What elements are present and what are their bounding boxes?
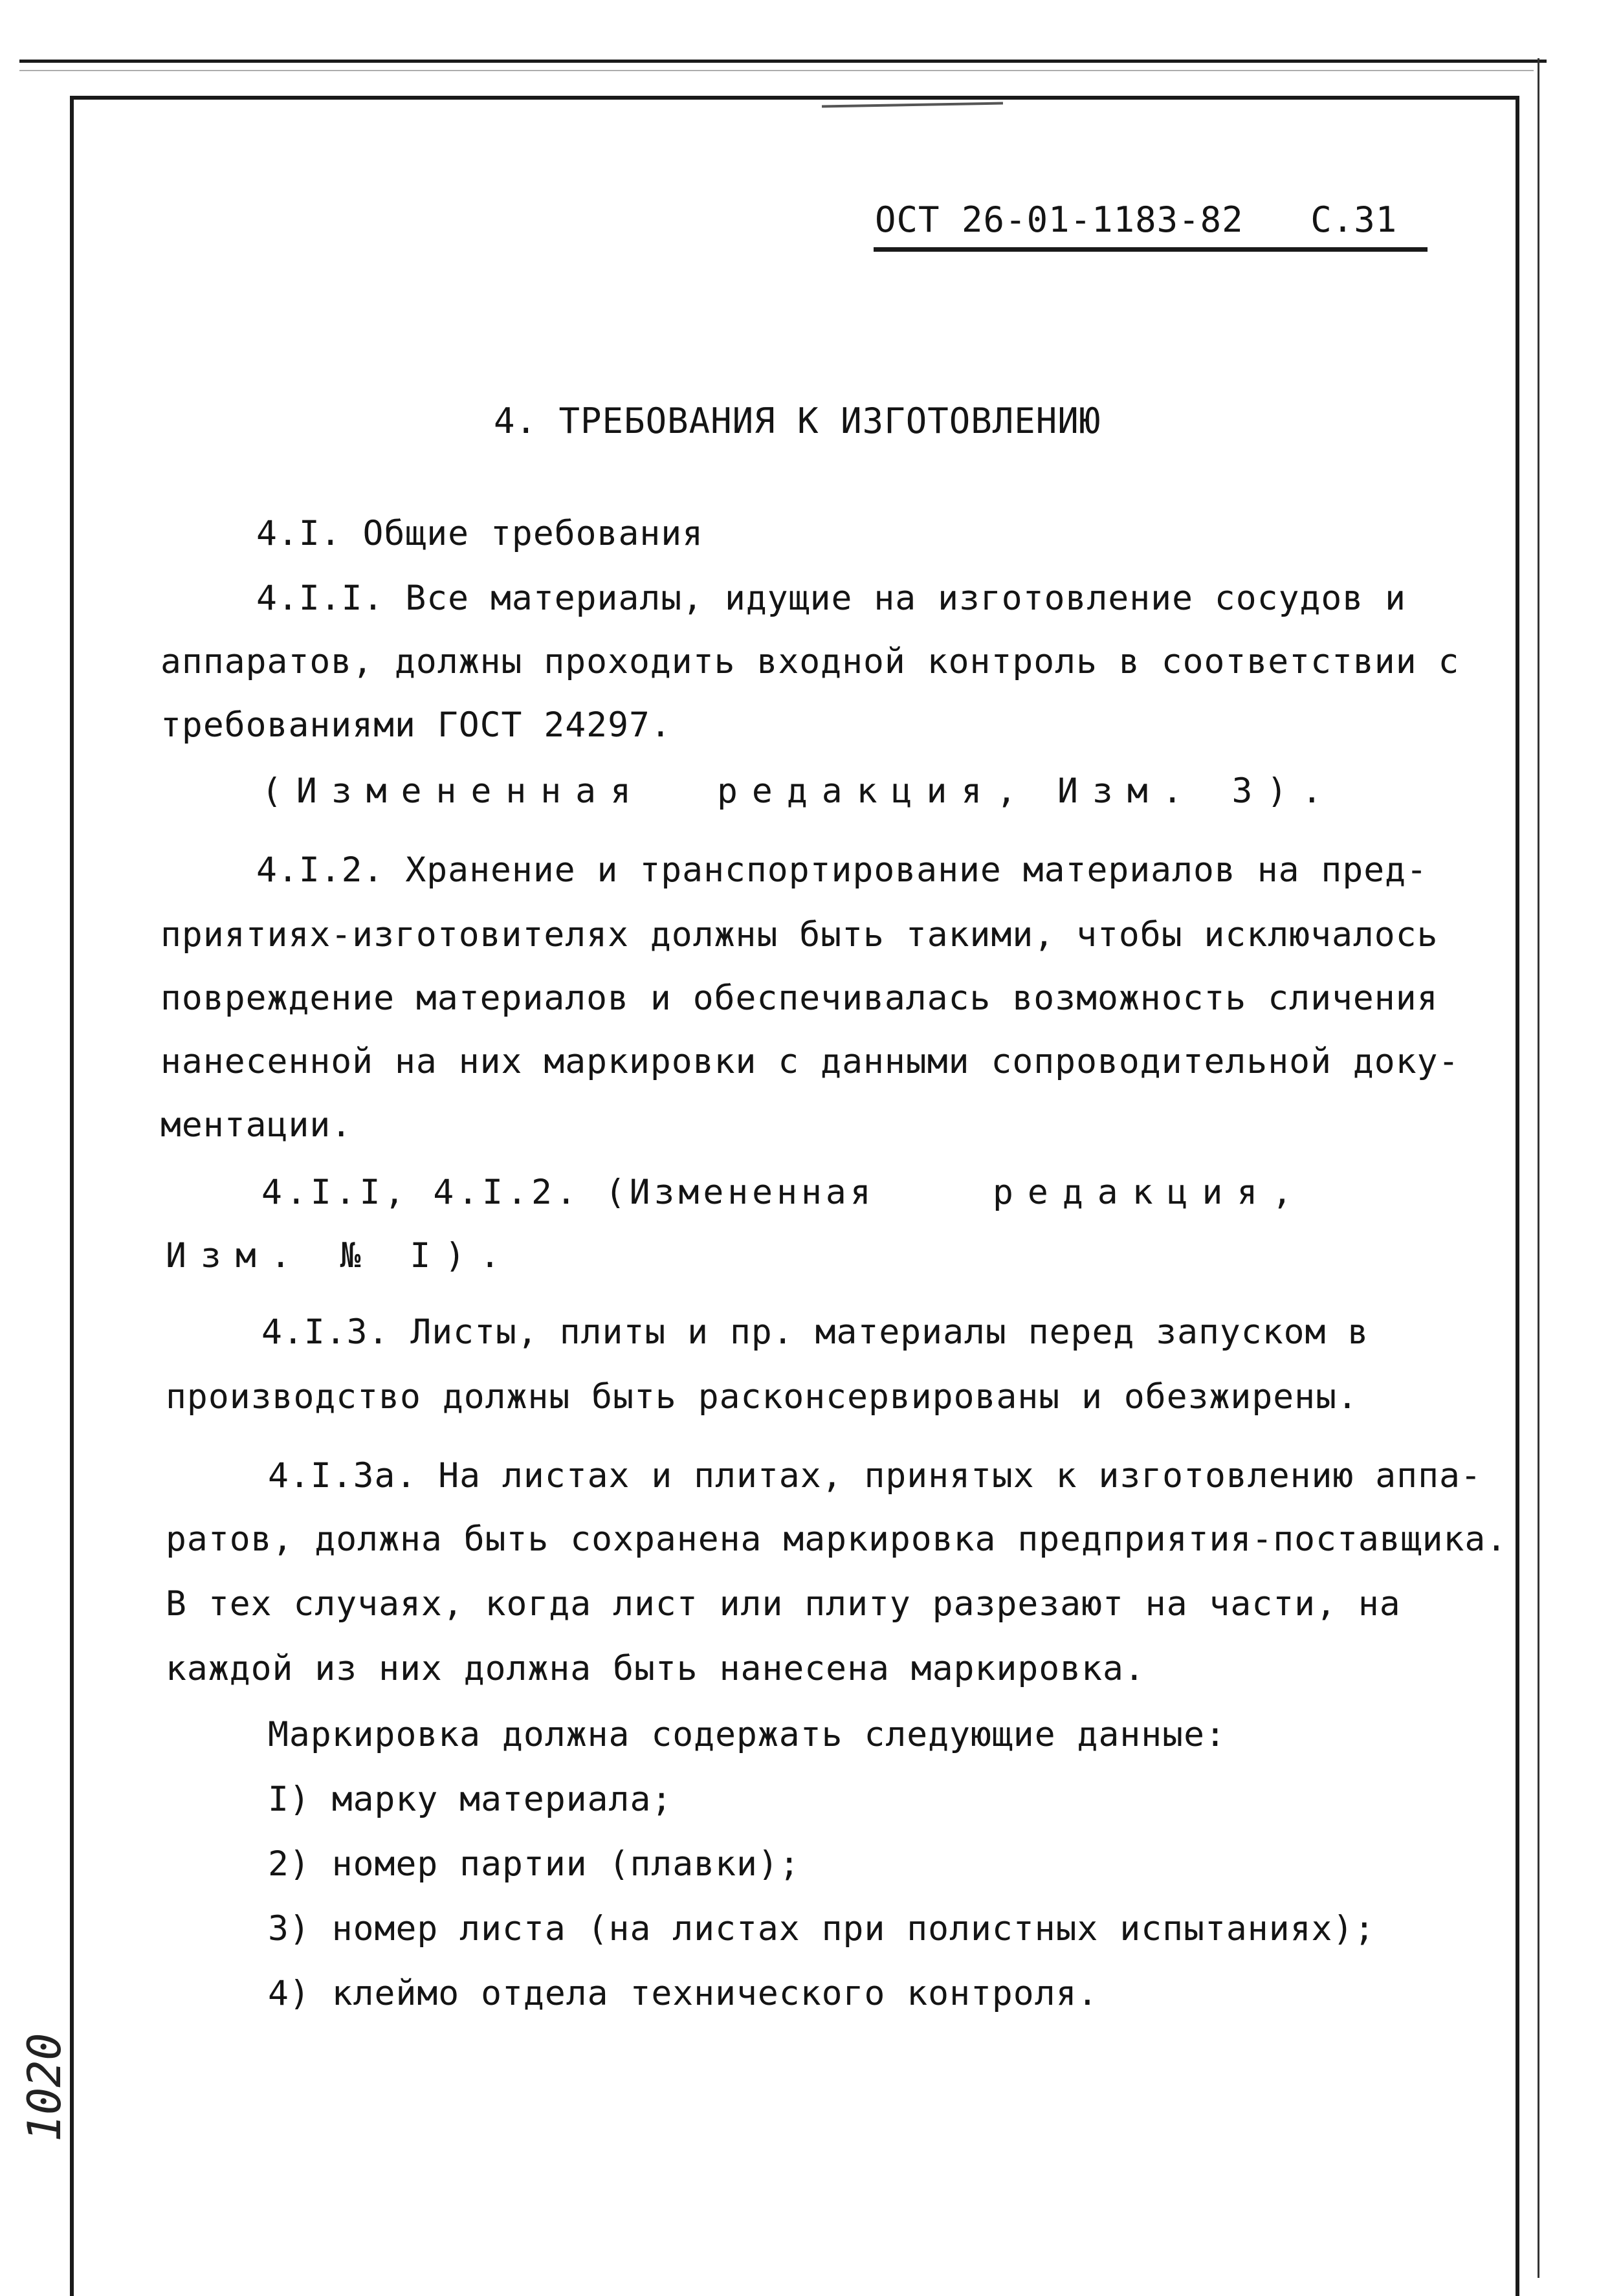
section-title: 4. ТРЕБОВАНИЯ К ИЗГОТОВЛЕНИЮ (494, 401, 1101, 441)
amendment-note: 4.I.I, 4.I.2. (Измененная (261, 1173, 875, 1212)
paragraph-line: 4.I.2. Хранение и транспортирование материалов на пред- (256, 850, 1428, 890)
marking-intro: Маркировка должна содержать следующие данные: (268, 1715, 1226, 1754)
header-underline (874, 247, 1428, 252)
amendment-note: Изм. 3). (1057, 771, 1337, 811)
paragraph-line: повреждение материалов и обеспечивалась возможность сличения (160, 978, 1439, 1018)
paragraph-line: требованиями ГОСТ 24297. (160, 705, 672, 745)
paragraph-line: 4.I.3а. На листах и плитах, принятых к изготовлению аппа- (268, 1456, 1482, 1496)
paragraph-line: нанесенной на них маркировки с данными сопроводительной доку- (160, 1042, 1460, 1081)
paragraph-line: каждой из них должна быть нанесена маркировка. (166, 1649, 1145, 1688)
paragraph-line: аппаратов, должны проходить входной контроль в соответствии с (160, 642, 1460, 681)
paragraph-line: ратов, должна быть сохранена маркировка предприятия-поставщика. (166, 1519, 1508, 1559)
paragraph-line: 4.I.I. Все материалы, идущие на изготовление сосудов и (256, 579, 1407, 618)
paragraph-line: В тех случаях, когда лист или плиту разрезают на части, на (166, 1584, 1401, 1624)
paragraph-line: приятиях-изготовителях должны быть такими, чтобы исключалось (160, 915, 1439, 955)
paragraph-line: 4.I.3. Листы, плиты и пр. материалы перед запуском в (261, 1312, 1369, 1352)
amendment-note: Изм. № I). (166, 1236, 515, 1275)
amendment-note: редакция, (717, 771, 1031, 811)
list-item: 2) номер партии (плавки); (268, 1844, 800, 1884)
scan-top-border (19, 60, 1547, 63)
subsection-title: 4.I. Общие требования (256, 514, 704, 553)
page-number: С.31 (1310, 199, 1398, 240)
list-item: 3) номер листа (на листах при полистных испытаниях); (268, 1909, 1376, 1948)
paragraph-line: ментации. (160, 1105, 353, 1145)
paragraph-line: производство должны быть расконсервированы и обезжирены. (166, 1377, 1358, 1417)
amendment-note: редакция, (993, 1173, 1307, 1212)
document-header (875, 199, 1397, 240)
scan-right-edge (1538, 58, 1539, 2278)
standard-code: ОСТ 26-01-1183-82 (875, 199, 1244, 240)
list-item: I) марку материала; (268, 1780, 673, 1819)
list-item: 4) клеймо отдела технического контроля. (268, 1974, 1099, 2013)
scan-top-border-shadow (19, 70, 1534, 71)
handwritten-side-mark: 1020 (18, 2033, 71, 2142)
amendment-note: (Измененная (261, 771, 645, 811)
